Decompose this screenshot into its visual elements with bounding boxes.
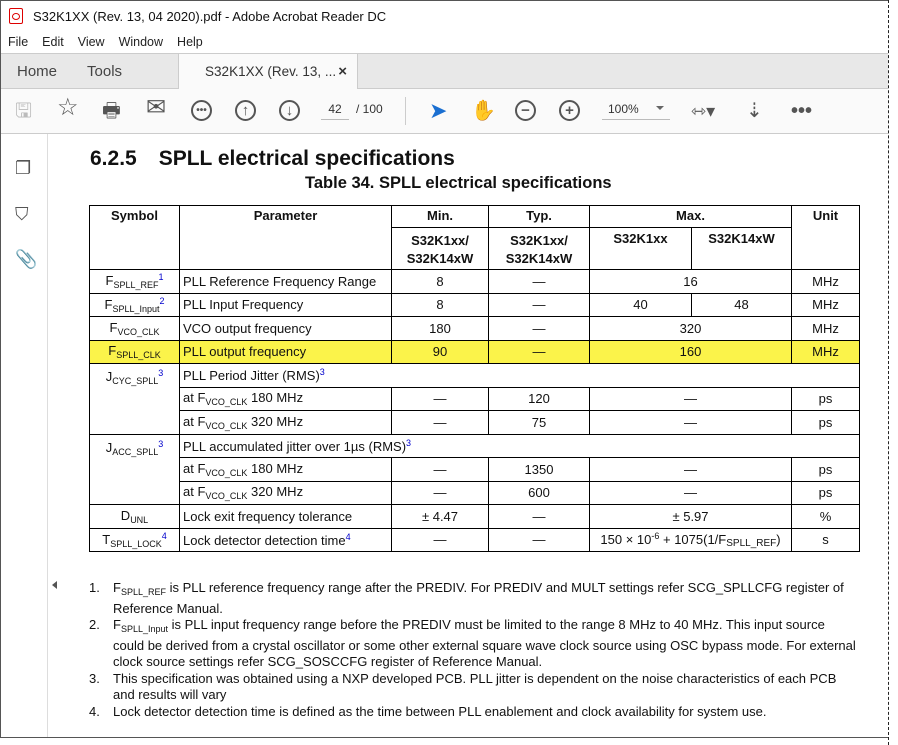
- text: SPLL_REF: [726, 537, 777, 549]
- text: + 1075(1/F: [659, 531, 727, 547]
- cell-max: 160: [590, 340, 792, 364]
- text: at F: [183, 460, 206, 476]
- menu-help[interactable]: Help: [177, 35, 203, 49]
- cell-parameter: [180, 434, 860, 458]
- cell-symbol: [90, 528, 180, 552]
- cell-parameter: [180, 387, 392, 411]
- cell-unit: ps: [792, 458, 860, 482]
- symbol: [106, 440, 164, 455]
- text: 180 MHz: [247, 460, 304, 476]
- text: -6: [651, 530, 660, 541]
- zoom-in-icon[interactable]: +: [559, 100, 580, 121]
- cell-symbol: [90, 270, 180, 294]
- text: 180 MHz: [247, 390, 304, 406]
- cell-min: —: [392, 411, 489, 435]
- cell-typ: —: [489, 528, 590, 552]
- cell-parameter: [180, 411, 392, 435]
- cell-parameter: [180, 528, 392, 552]
- cell-min: 8: [392, 293, 489, 317]
- text: 320 MHz: [247, 484, 304, 500]
- zoom-value: 100%: [608, 102, 639, 116]
- cell-typ: —: [489, 317, 590, 341]
- header-typ: Typ.: [489, 206, 590, 228]
- cell-min: —: [392, 481, 489, 505]
- tab-document-label: S32K1XX (Rev. 13, ...: [205, 64, 337, 79]
- section-title: SPLL electrical specifications: [158, 147, 455, 170]
- cell-min: 8: [392, 270, 489, 294]
- symbol: [104, 297, 164, 312]
- fit-page-icon[interactable]: ⇿▾: [691, 101, 716, 121]
- cell-max_b: 48: [692, 293, 792, 317]
- text: at F: [183, 413, 206, 429]
- text: SPLL_CLK: [116, 350, 161, 361]
- cell-parameter: [180, 317, 392, 341]
- page-total: / 100: [356, 102, 383, 116]
- text: SPLL_Input: [112, 303, 160, 314]
- cell-min: —: [392, 458, 489, 482]
- text: F: [109, 319, 118, 335]
- collapse-panel-icon[interactable]: [52, 581, 57, 589]
- table-row: [90, 340, 860, 364]
- text: VCO_CLK: [205, 467, 248, 478]
- text: ACC_SPLL: [112, 446, 159, 457]
- table-row: [90, 364, 860, 388]
- text: F: [113, 580, 121, 595]
- text: T: [102, 531, 111, 547]
- cell-symbol: [90, 340, 180, 364]
- header-symbol: Symbol: [90, 206, 180, 270]
- cell-typ: 600: [489, 481, 590, 505]
- save-icon[interactable]: 🖫: [15, 100, 33, 122]
- table-row: [90, 270, 860, 294]
- cell-typ: 120: [489, 387, 590, 411]
- text: VCO output frequency: [183, 320, 312, 336]
- title-bar: [1, 1, 888, 31]
- more-options-icon[interactable]: •••: [791, 100, 813, 122]
- pdf-app-icon: [9, 8, 23, 24]
- cell-typ: —: [489, 505, 590, 529]
- section-heading: [90, 147, 455, 171]
- text: 3: [406, 437, 412, 448]
- cell-parameter: [180, 270, 392, 294]
- text: ): [776, 531, 781, 547]
- cell-max: 320: [590, 317, 792, 341]
- text: 320 MHz: [247, 413, 304, 429]
- cell-unit: ps: [792, 481, 860, 505]
- tab-document[interactable]: [178, 54, 358, 89]
- text: PLL output frequency: [183, 344, 307, 360]
- table-row: [90, 293, 860, 317]
- cell-symbol: [90, 293, 180, 317]
- text: F: [105, 273, 114, 289]
- footnote: [89, 704, 859, 721]
- header-max-s32k1xx: S32K1xx: [590, 228, 692, 270]
- cell-parameter: [180, 293, 392, 317]
- close-tab-icon[interactable]: ×: [338, 63, 348, 80]
- cell-unit: s: [792, 528, 860, 552]
- symbol: [110, 320, 160, 335]
- table-row: [90, 458, 860, 482]
- text: 3: [319, 367, 325, 378]
- text: at F: [183, 484, 206, 500]
- symbol: [102, 532, 167, 547]
- cell-parameter: [180, 458, 392, 482]
- text: is PLL input frequency range before the PREDIV must be limited to the range 8 MHz to 40 MHz. This input source could be derived from a crystal oscillator or some other external square wave clock source using OSC bypass mode. For external clock source settings refer SCG_SOSCCFG register of Reference Manual.: [113, 617, 856, 669]
- document-page: [63, 134, 888, 738]
- star-icon[interactable]: ☆: [57, 94, 79, 121]
- cell-max: ± 5.97: [590, 505, 792, 529]
- zoom-select[interactable]: [602, 102, 670, 120]
- table-row: [90, 481, 860, 505]
- cell-max_a: 40: [590, 293, 692, 317]
- cell-unit: MHz: [792, 317, 860, 341]
- text: Lock exit frequency tolerance: [183, 508, 353, 524]
- cell-max: —: [590, 411, 792, 435]
- cell-min: —: [392, 528, 489, 552]
- header-min: Min.: [392, 206, 489, 228]
- text: 2: [159, 295, 165, 306]
- cell-min: 90: [392, 340, 489, 364]
- cell-max: —: [590, 481, 792, 505]
- text: VCO_CLK: [205, 420, 248, 431]
- table-row: [90, 387, 860, 411]
- tab-home[interactable]: Home: [17, 62, 58, 80]
- cell-unit: MHz: [792, 293, 860, 317]
- cell-unit: MHz: [792, 340, 860, 364]
- table-row: [90, 505, 860, 529]
- header-min-variant: S32K1xx/ S32K14xW: [392, 228, 489, 270]
- text: SPLL_Input: [120, 624, 168, 634]
- pages-icon[interactable]: ❐: [15, 158, 32, 178]
- cell-symbol: [90, 317, 180, 341]
- email-icon[interactable]: ✉: [146, 94, 167, 121]
- tab-tools[interactable]: Tools: [87, 62, 123, 80]
- text: at F: [183, 390, 206, 406]
- text: PLL Input Frequency: [183, 297, 304, 313]
- menu-edit[interactable]: Edit: [42, 35, 64, 49]
- cell-typ: —: [489, 293, 590, 317]
- text: F: [108, 343, 117, 359]
- header-parameter: Parameter: [180, 206, 392, 270]
- text: 1: [158, 272, 164, 283]
- footnote: [89, 671, 859, 704]
- cell-max: —: [590, 387, 792, 411]
- cell-min: —: [392, 387, 489, 411]
- cell-max: 16: [590, 270, 792, 294]
- cell-max: —: [590, 458, 792, 482]
- menu-window[interactable]: Window: [118, 35, 164, 49]
- text: UNL: [130, 514, 149, 525]
- scroll-mode-icon[interactable]: ⇣: [746, 100, 763, 122]
- page-number-input[interactable]: 42: [321, 102, 349, 120]
- zoom-out-icon[interactable]: −: [515, 100, 536, 121]
- text: Lock detector detection time: [183, 532, 346, 548]
- search-icon[interactable]: •••: [191, 100, 212, 121]
- section-number: 6.2.5: [90, 147, 137, 170]
- text: SPLL_LOCK: [110, 538, 162, 549]
- text: PLL accumulated jitter over 1µs (RMS): [183, 438, 407, 454]
- text: J: [105, 369, 113, 384]
- table-caption: Table 34. SPLL electrical specifications: [305, 174, 612, 192]
- tab-bar: [1, 53, 888, 89]
- text: 1.: [89, 580, 100, 595]
- toolbar-divider: [405, 97, 406, 125]
- text: F: [113, 617, 121, 632]
- text: J: [105, 439, 113, 455]
- cell-typ: —: [489, 270, 590, 294]
- symbol: [105, 272, 164, 291]
- menu-bar: [1, 31, 888, 53]
- cell-typ: 1350: [489, 458, 590, 482]
- toolbar: [1, 89, 888, 134]
- table-row: [90, 317, 860, 341]
- text: F: [104, 296, 113, 312]
- text: VCO_CLK: [205, 491, 248, 502]
- header-unit: Unit: [792, 206, 860, 270]
- symbol: [121, 508, 148, 523]
- attachment-icon[interactable]: 📎: [15, 249, 38, 269]
- previous-page-icon[interactable]: ↑: [235, 100, 256, 121]
- cell-unit: %: [792, 505, 860, 529]
- footnote: [89, 617, 859, 671]
- menu-view[interactable]: View: [77, 35, 105, 49]
- cell-symbol: [90, 434, 180, 505]
- chevron-down-icon: [656, 106, 664, 114]
- cell-min: ± 4.47: [392, 505, 489, 529]
- text: 3.: [89, 670, 100, 686]
- spll-spec-table: [89, 205, 860, 552]
- text: SPLL_REF: [120, 587, 166, 597]
- window-title: S32K1XX (Rev. 13, 04 2020).pdf - Adobe Acrobat Reader DC: [33, 8, 387, 24]
- footnote: [89, 580, 859, 617]
- text: 4: [345, 531, 351, 542]
- print-icon[interactable]: 🖶: [102, 100, 121, 122]
- header-max: Max.: [590, 206, 792, 228]
- cell-max: [590, 528, 792, 552]
- bookmark-icon[interactable]: ⛉: [15, 204, 29, 224]
- cell-symbol: [90, 505, 180, 529]
- symbol: [108, 343, 161, 361]
- text: 2.: [89, 617, 100, 632]
- text: Lock detector detection time is defined as the time between PLL enablement and clock availability for system use.: [113, 703, 767, 719]
- select-cursor-icon[interactable]: ➤: [429, 98, 448, 123]
- header-typ-variant: S32K1xx/ S32K14xW: [489, 228, 590, 270]
- text: 4: [161, 530, 167, 541]
- table-row: [90, 434, 860, 458]
- cell-parameter: [180, 364, 860, 388]
- cell-parameter: [180, 340, 392, 364]
- table-row: [90, 411, 860, 435]
- cell-unit: ps: [792, 411, 860, 435]
- text: 4.: [89, 703, 100, 719]
- text: 3: [158, 368, 164, 378]
- text: is PLL reference frequency range after the PREDIV. For PREDIV and MULT settings refer SCG_SPLLCFG register of Reference Manual.: [113, 580, 844, 616]
- text: CYC_SPLL: [112, 376, 159, 386]
- cell-min: 180: [392, 317, 489, 341]
- hand-tool-icon[interactable]: ✋: [471, 100, 496, 122]
- text: VCO_CLK: [117, 326, 160, 337]
- text: 150 × 10: [600, 531, 652, 547]
- header-max-s32k14xw: S32K14xW: [692, 228, 792, 270]
- cell-unit: ps: [792, 387, 860, 411]
- menu-file[interactable]: File: [8, 35, 29, 49]
- cell-parameter: [180, 481, 392, 505]
- table-row: [90, 528, 860, 552]
- cell-typ: 75: [489, 411, 590, 435]
- cell-symbol: [90, 364, 180, 435]
- left-sidebar: [1, 134, 48, 738]
- next-page-icon[interactable]: ↓: [279, 100, 300, 121]
- torn-edge: [888, 0, 898, 745]
- text: VCO_CLK: [205, 397, 248, 408]
- text: SPLL_REF: [113, 280, 159, 291]
- symbol: [106, 369, 164, 384]
- cell-parameter: [180, 505, 392, 529]
- footnotes: [89, 580, 859, 720]
- text: 3: [158, 438, 164, 449]
- cell-typ: —: [489, 340, 590, 364]
- text: This specification was obtained using a NXP developed PCB. PLL jitter is dependent on the noise characteristics of each PCB and results will vary: [113, 670, 837, 702]
- text: D: [120, 507, 131, 523]
- cell-unit: MHz: [792, 270, 860, 294]
- text: PLL Period Jitter (RMS): [183, 368, 320, 384]
- text: PLL Reference Frequency Range: [183, 273, 377, 289]
